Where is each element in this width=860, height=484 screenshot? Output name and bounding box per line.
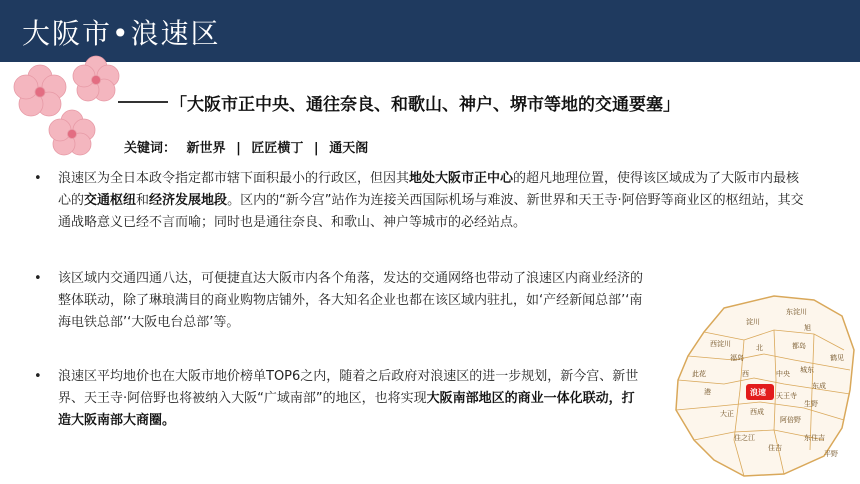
bullet-segment-bold: 交通枢纽 — [84, 193, 137, 208]
bullet-text — [58, 168, 804, 234]
district-label: 西淀川 — [710, 340, 731, 348]
cherry-blossom-decoration — [4, 52, 132, 172]
district-label: 鹤见 — [830, 354, 844, 362]
district-label: 都岛 — [792, 342, 806, 350]
bullet-segment-bold: 经济发展地段 — [149, 193, 228, 208]
bullet-segment-bold: 地处大阪市正中心 — [409, 171, 514, 186]
district-label: 淀川 — [746, 318, 760, 326]
keyword-item: 新世界 — [186, 141, 226, 156]
map-highlight-label: 浪速 — [750, 388, 766, 397]
bullet-segment: 浪速区平均地价也在大阪市地价榜单TOP6之内，随着之后政府对浪速区的进一步规划，新今宫、新世界、天王寺·阿倍野也将被纳入大阪“广域南部”的地区，也将实现 — [58, 369, 639, 406]
bullet-segment: 和 — [136, 193, 150, 208]
bullet-text — [58, 366, 644, 432]
keyword-item: 匠匠横丁 — [251, 141, 304, 156]
district-label: 住之江 — [734, 434, 755, 442]
bullet-segment: 。区内的“新今宫”站作为连接关西国际机场与难波、新世界和天王寺·阿倍野等商业区的枢纽站，其交通战略意义已经不言而喻；同时也是通往奈良、和歌山、神户等城市的必经站点。 — [58, 193, 804, 230]
subtitle-row — [118, 90, 680, 114]
bullet-segment-bold: 大阪南部地区的商业一体化联动，打造大阪南部大商圈。 — [58, 391, 635, 428]
page-title: 大阪市•浪速区 — [22, 17, 221, 50]
district-label: 福岛 — [730, 354, 744, 362]
bullet-marker: • — [34, 171, 42, 186]
district-label: 此花 — [692, 370, 706, 378]
district-label: 北 — [756, 344, 763, 352]
keyword-separator: | — [236, 141, 241, 156]
district-label: 住吉 — [768, 444, 782, 452]
district-label: 平野 — [824, 450, 838, 458]
district-label: 西成 — [750, 408, 764, 416]
keyword-item: 通天阁 — [329, 141, 369, 156]
district-label: 大正 — [720, 410, 734, 418]
bullet-marker: • — [34, 271, 42, 286]
district-label: 东住吉 — [804, 434, 825, 442]
subtitle: 「大阪市正中央、通往奈良、和歌山、神户、堺市等地的交通要塞」 — [170, 94, 680, 115]
bullet-segment: 的超凡地理位置，使得该区域成为了大阪市内最核心的 — [58, 171, 800, 208]
district-label: 西 — [742, 370, 749, 378]
subtitle-rule — [118, 101, 168, 103]
district-label: 城东 — [800, 366, 814, 374]
bullet-marker: • — [34, 369, 42, 384]
district-label: 东成 — [812, 382, 826, 390]
district-label: 生野 — [804, 400, 818, 408]
blossom-icon — [14, 56, 119, 155]
district-label: 港 — [704, 388, 711, 396]
district-label: 东淀川 — [786, 308, 807, 316]
district-label: 阿倍野 — [780, 416, 801, 424]
bullet-text — [58, 268, 644, 334]
district-label: 旭 — [804, 324, 811, 332]
bullet-segment: 该区域内交通四通八达，可便捷直达大阪市内各个角落，发达的交通网络也带动了浪速区内商业经济的整体联动，除了琳琅满目的商业购物店铺外，各大知名企业也都在该区域内驻扎，如‘产经新闻总部’‘南海电铁总部’‘大阪电台总部’等。 — [58, 271, 644, 330]
keywords — [124, 137, 368, 156]
district-label: 天王寺 — [776, 392, 797, 400]
keyword-separator: | — [313, 141, 319, 156]
keywords-label: 关键词： — [124, 141, 177, 156]
district-label: 中央 — [776, 370, 790, 378]
osaka-district-map — [664, 290, 860, 484]
bullet-segment: 浪速区为全日本政令指定都市辖下面积最小的行政区，但因其 — [58, 171, 410, 186]
